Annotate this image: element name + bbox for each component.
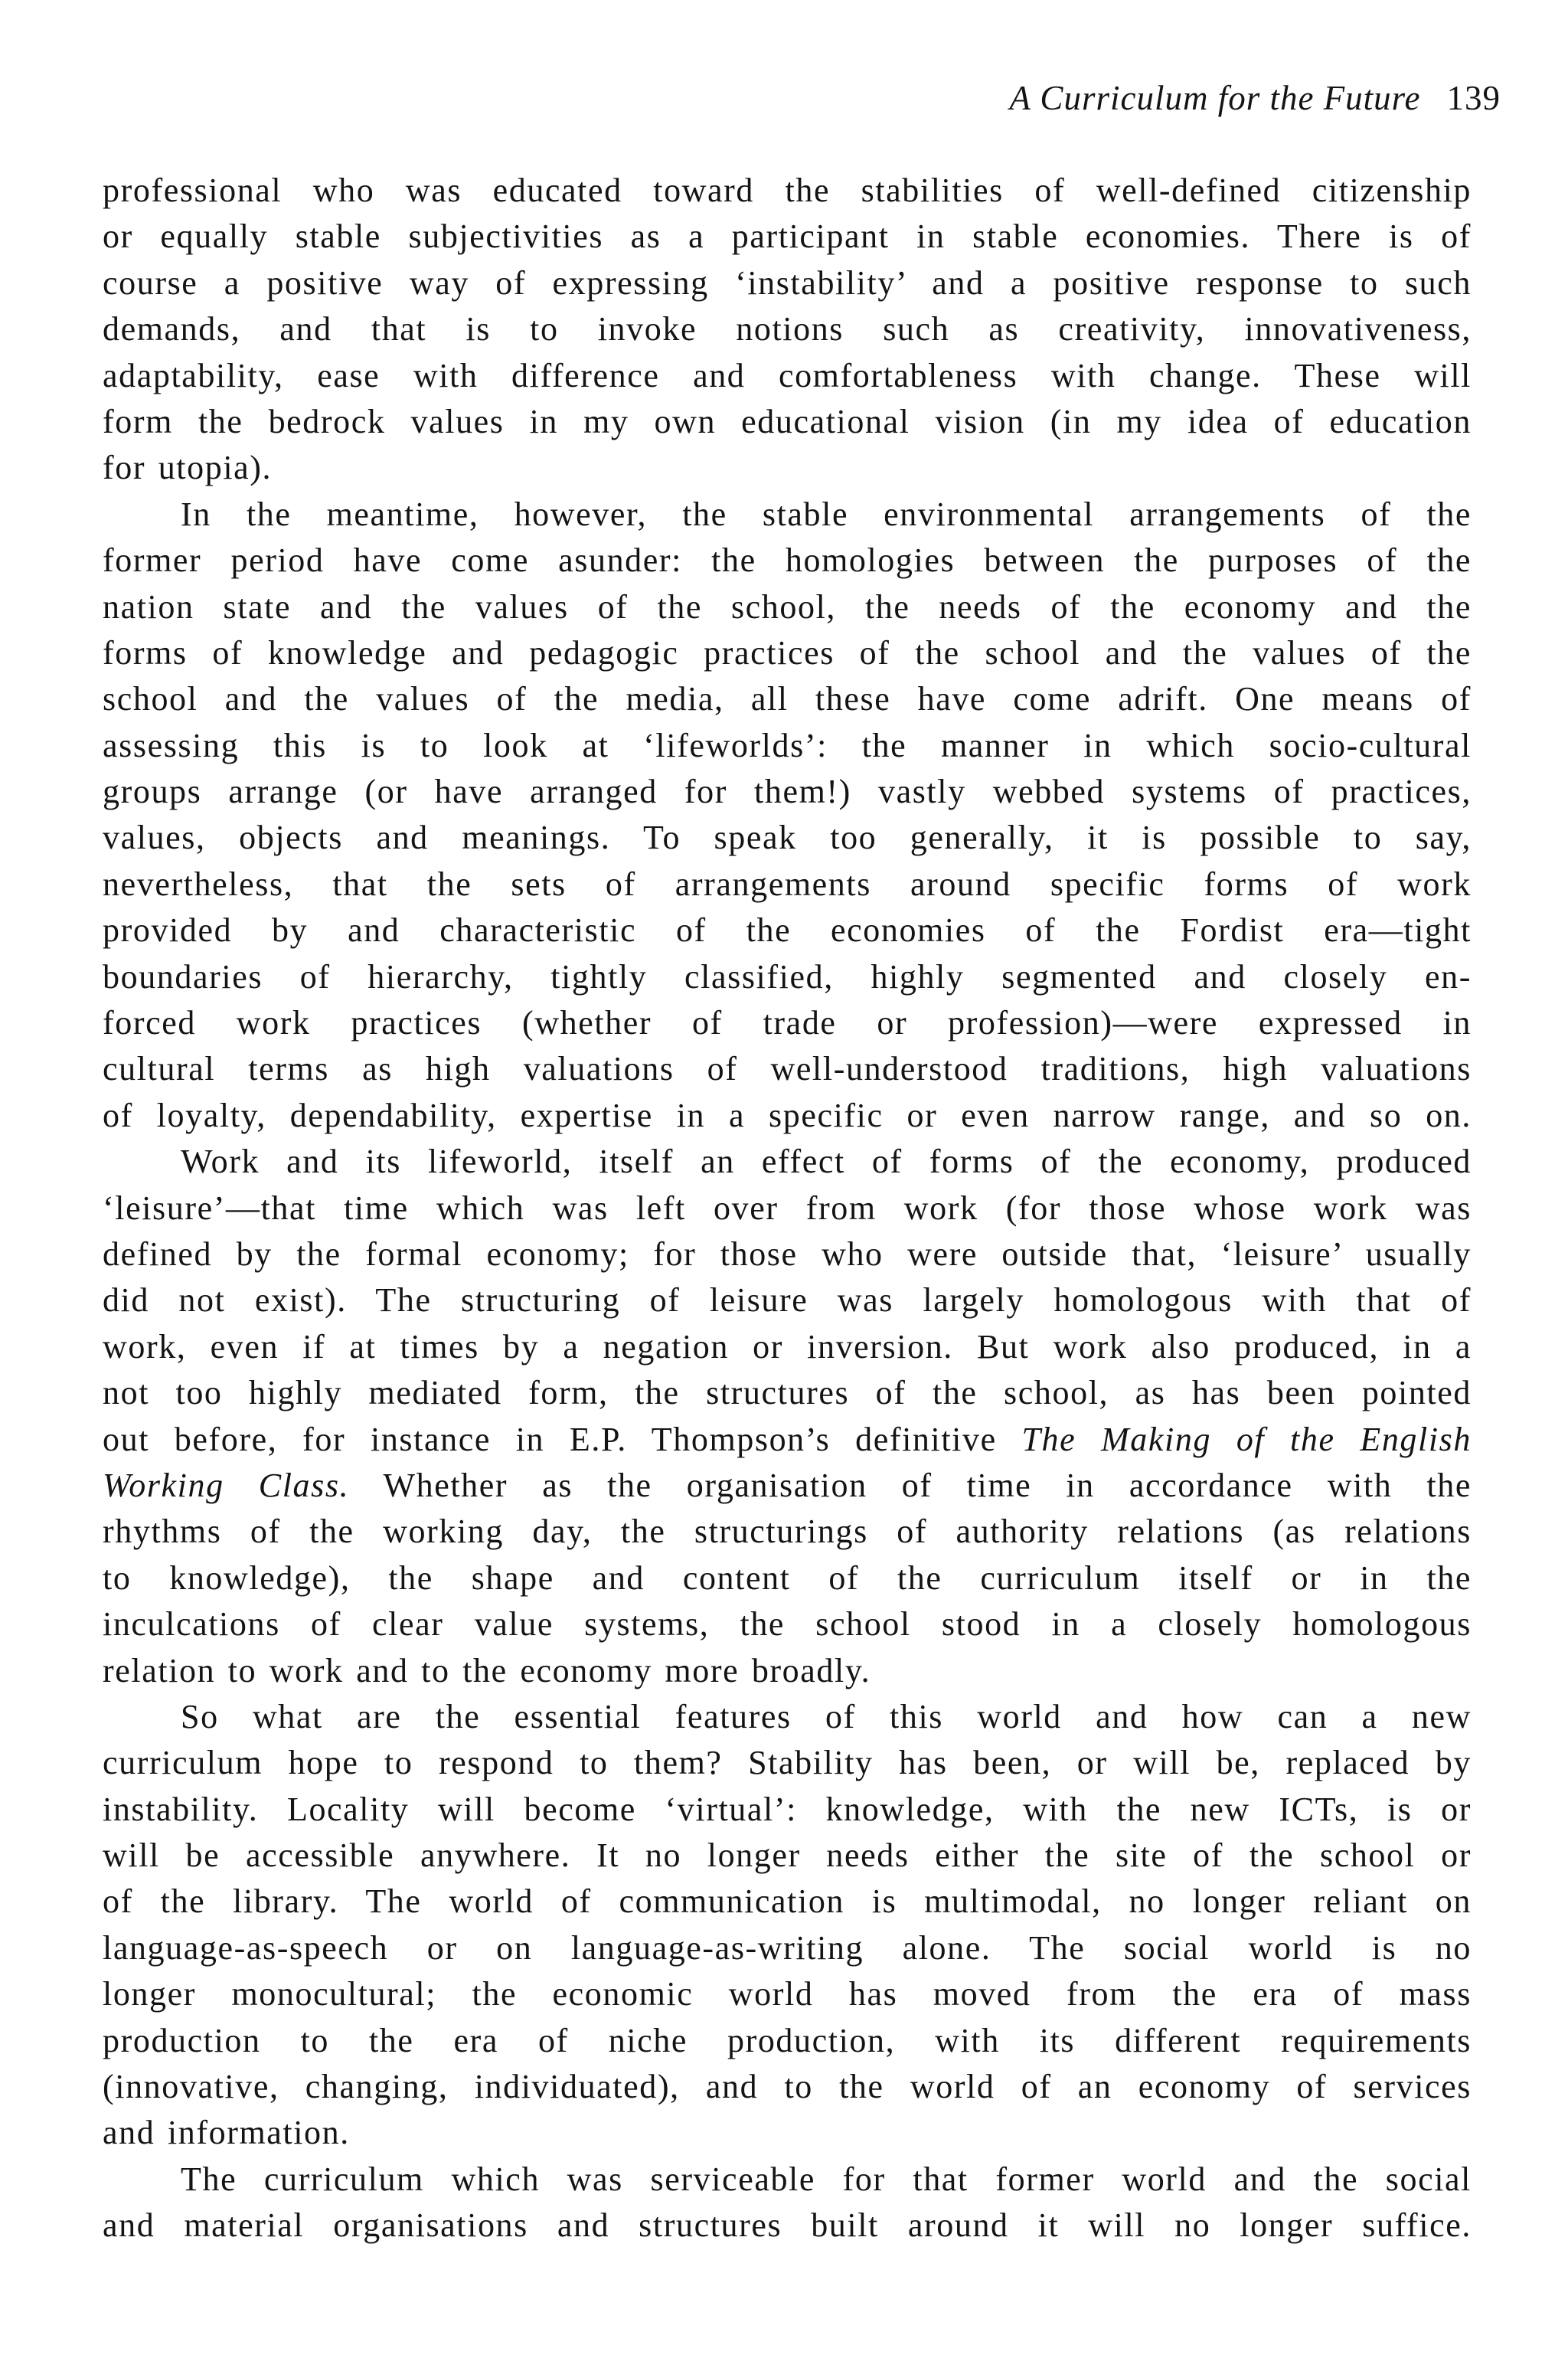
text-line: defined by the formal economy; for those who were outside that, ‘leisure’ usually (103, 1235, 1472, 1273)
text-line: cultural terms as high valuations of well-understood traditions, high valuations (103, 1050, 1472, 1088)
text-line: of loyalty, dependability, expertise in a specific or even narrow range, and so on. (103, 1096, 1472, 1134)
text-line: production to the era of niche production, with its different requirements (103, 2021, 1472, 2059)
text-run: out before, for instance in E.P. Thompson’s definitive (103, 1420, 1022, 1458)
text-line: course a positive way of expressing ‘instability’ and a positive response to such (103, 263, 1472, 302)
text-line: Work and its lifeworld, itself an effect of forms of the economy, produced (181, 1143, 1472, 1181)
body-text (103, 168, 1472, 2249)
text-line: to knowledge), the shape and content of the curriculum itself or in the (103, 1558, 1472, 1597)
text-line: forced work practices (whether of trade or profession)—were expressed in (103, 1004, 1472, 1042)
text-line: The curriculum which was serviceable for that former world and the social (181, 2160, 1472, 2198)
text-line: So what are the essential features of this world and how can a new (181, 1697, 1472, 1735)
text-line: In the meantime, however, the stable environmental arrangements of the (181, 495, 1472, 533)
text-line: values, objects and meanings. To speak too generally, it is possible to say, (103, 819, 1472, 857)
text-line: instability. Locality will become ‘virtual’: knowledge, with the new ICTs, is or (103, 1790, 1472, 1828)
running-title: A Curriculum for the Future (1009, 79, 1421, 117)
text-line: former period have come asunder: the homologies between the purposes of the (103, 541, 1472, 580)
text-line: groups arrange (or have arranged for them!) vastly webbed systems of practices, (103, 773, 1472, 811)
text-line-with-title (103, 1417, 1472, 1463)
text-line: provided by and characteristic of the economies of the Fordist era—tight (103, 911, 1472, 950)
text-run: Whether as the organisation of time in accordance with the (349, 1466, 1472, 1504)
text-line: of the library. The world of communication is multimodal, no longer reliant on (103, 1882, 1472, 1921)
text-line: will be accessible anywhere. It no longer needs either the site of the school or (103, 1837, 1472, 1875)
text-line: language-as-speech or on language-as-writing alone. The social world is no (103, 1928, 1472, 1967)
text-line: demands, and that is to invoke notions such as creativity, innovativeness, (103, 310, 1472, 348)
running-head (1010, 75, 1501, 121)
text-line: forms of knowledge and pedagogic practices of the school and the values of the (103, 633, 1472, 672)
text-line: rhythms of the working day, the structurings of authority relations (as relations (103, 1513, 1472, 1551)
page-number: 139 (1446, 79, 1501, 117)
text-line: form the bedrock values in my own educational vision (in my idea of education (103, 402, 1472, 440)
text-line: (innovative, changing, individuated), and to the world of an economy of services (103, 2068, 1472, 2106)
text-line: longer monocultural; the economic world has moved from the era of mass (103, 1975, 1472, 2013)
text-line: work, even if at times by a negation or inversion. But work also produced, in a (103, 1327, 1472, 1366)
text-line: relation to work and to the economy more broadly. (103, 1651, 871, 1689)
text-line: school and the values of the media, all these have come adrift. One means of (103, 680, 1472, 718)
text-line: professional who was educated toward the stabilities of well-defined citizenship (103, 172, 1472, 209)
text-line: did not exist). The structuring of leisure was largely homologous with that of (103, 1281, 1472, 1320)
book-title-italic: Working Class. (103, 1466, 350, 1504)
text-line: assessing this is to look at ‘lifeworlds’: the manner in which socio-cultural (103, 726, 1472, 764)
text-line: inculcations of clear value systems, the school stood in a closely homologous (103, 1605, 1472, 1644)
book-title-italic: The Making of the English (1021, 1420, 1472, 1458)
text-line: or equally stable subjectivities as a participant in stable economies. There is of (103, 218, 1472, 256)
text-line: for utopia). (103, 449, 273, 487)
text-line: curriculum hope to respond to them? Stability has been, or will be, replaced by (103, 1744, 1472, 1782)
text-line: ‘leisure’—that time which was left over from work (for those whose work was (103, 1189, 1472, 1227)
text-line: not too highly mediated form, the structures of the school, as has been pointed (103, 1374, 1472, 1412)
text-line: boundaries of hierarchy, tightly classified, highly segmented and closely en- (103, 957, 1472, 996)
text-line: nation state and the values of the school, the needs of the economy and the (103, 587, 1472, 626)
text-line: nevertheless, that the sets of arrangements around specific forms of work (103, 865, 1472, 903)
text-line: and material organisations and structures built around it will no longer suffice. (103, 2206, 1472, 2245)
text-line: adaptability, ease with difference and comfortableness with change. These will (103, 356, 1472, 394)
text-line: and information. (103, 2114, 350, 2152)
text-line-with-title (103, 1463, 1472, 1509)
